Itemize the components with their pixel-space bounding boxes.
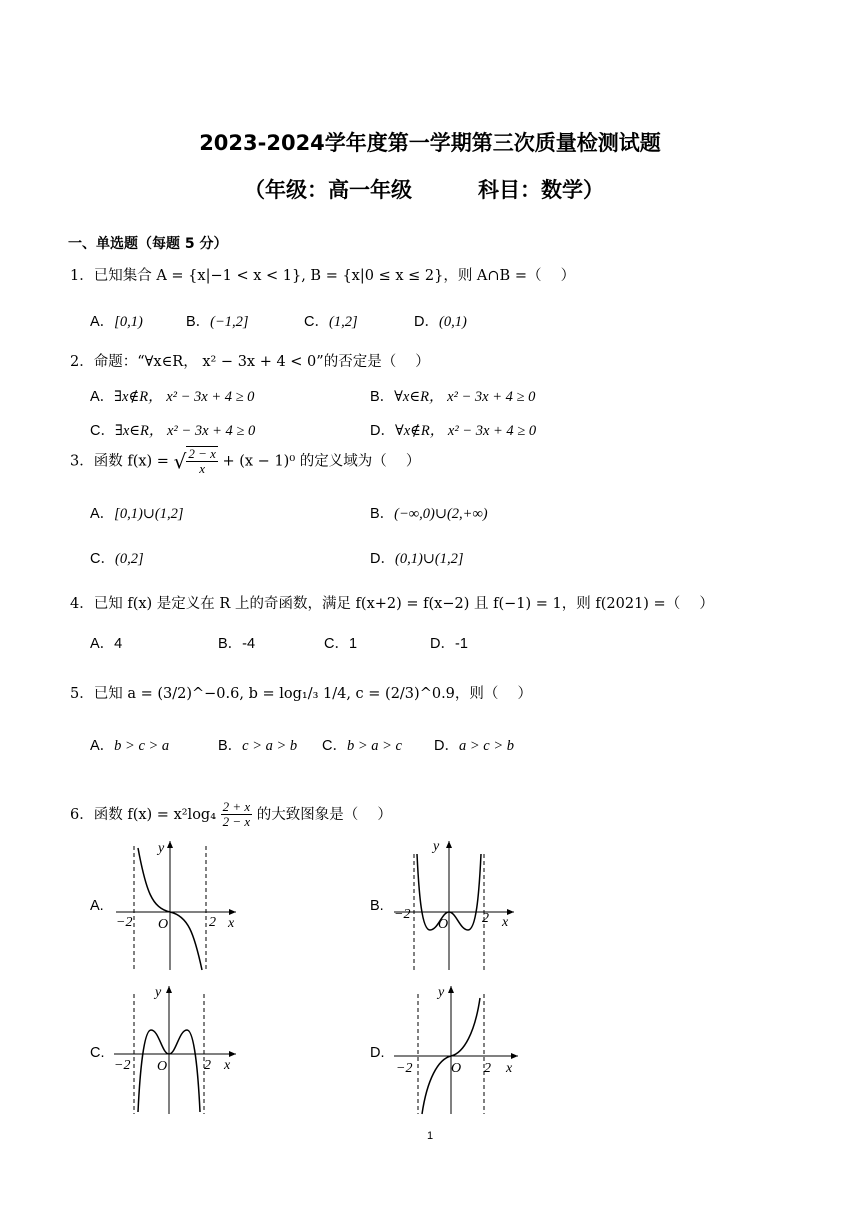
option-label: A． [90, 636, 115, 652]
option-a[interactable] [90, 502, 184, 523]
option-label-d[interactable]: D. [370, 1045, 385, 1061]
option-text: -4 [242, 636, 256, 652]
two-label: 2 [209, 915, 216, 930]
question-number: 3． [70, 453, 94, 470]
x-axis-label: x [228, 916, 235, 931]
question-prefix: 函数 f(x) = [93, 453, 169, 470]
option-text: ∀x∈R， x² − 3x + 4 ≥ 0 [394, 389, 536, 405]
origin-label: O [158, 917, 169, 932]
question-6 [70, 800, 392, 830]
fraction [186, 446, 218, 477]
option-d[interactable] [370, 419, 536, 440]
option-label: B． [370, 506, 395, 522]
option-text: (1,2] [328, 314, 358, 330]
graph-c[interactable] [108, 980, 243, 1120]
option-text: [0,1)∪(1,2] [114, 506, 184, 522]
question-4 [70, 592, 714, 613]
option-label: C． [90, 551, 115, 567]
question-3 [70, 446, 420, 477]
sqrt-sign: √ [173, 449, 187, 474]
option-a[interactable] [90, 310, 143, 331]
y-axis-label: y [158, 841, 165, 856]
option-label-c[interactable]: C. [90, 1045, 105, 1061]
question-text: 已知 a = (3/2)^−0.6, b = log₁/₃ 1/4, c = (2/3)^0.9，则（ ） [93, 686, 533, 702]
option-label: D． [370, 551, 395, 567]
grade-label: （年级：高一年级 [244, 178, 412, 202]
page-title: 2023-2024学年度第一学期第三次质量检测试题 [199, 131, 661, 155]
fraction-numerator: 2 + x [222, 799, 251, 814]
question-number: 2． [70, 354, 94, 370]
option-label: C． [90, 423, 115, 439]
question-text: 命题：“∀x∈R， x² − 3x + 4 < 0”的否定是（ ） [93, 354, 430, 370]
option-text: 4 [114, 636, 123, 652]
question-number: 1． [70, 268, 94, 284]
option-d[interactable] [434, 734, 514, 755]
option-label: C． [322, 738, 347, 754]
question-5 [70, 682, 532, 703]
origin-label: O [451, 1061, 462, 1076]
option-text: ∀x∉R， x² − 3x + 4 ≥ 0 [394, 423, 537, 439]
option-label-b[interactable]: B. [370, 898, 384, 914]
question-text: 已知 f(x) 是定义在 R 上的奇函数，满足 f(x+2) = f(x−2) 且 f(−1) = 1，则 f(2021) =（ ） [93, 596, 714, 612]
neg-two-label: −2 [114, 1058, 131, 1073]
option-text: (0,1)∪(1,2] [394, 551, 464, 567]
option-label: C． [324, 636, 349, 652]
option-c[interactable] [90, 547, 144, 568]
question-prefix: 函数 f(x) = x²log₄ [93, 806, 217, 823]
option-label: A． [90, 314, 115, 330]
option-d[interactable] [414, 310, 467, 331]
option-label: A． [90, 389, 115, 405]
option-text: b > a > c [346, 738, 402, 754]
graph-d[interactable] [392, 980, 527, 1120]
option-text: a > c > b [458, 738, 514, 754]
option-label: B． [186, 314, 211, 330]
y-axis-label: y [438, 985, 445, 1000]
option-text: ∃x∉R， x² − 3x + 4 ≥ 0 [114, 389, 255, 405]
option-label: D． [370, 423, 395, 439]
option-label: D． [434, 738, 459, 754]
question-1 [70, 264, 575, 285]
option-text: [0,1) [114, 314, 143, 330]
fraction [221, 800, 253, 830]
two-label: 2 [482, 911, 489, 926]
option-c[interactable] [324, 632, 357, 653]
option-text: -1 [454, 636, 468, 652]
question-2 [70, 350, 430, 371]
y-axis-label: y [155, 985, 162, 1000]
option-label: B． [370, 389, 395, 405]
graph-b[interactable] [392, 836, 527, 976]
x-axis-label: x [506, 1061, 513, 1076]
x-axis-label: x [502, 915, 509, 930]
option-d[interactable] [370, 547, 464, 568]
option-c[interactable] [90, 419, 255, 440]
option-a[interactable] [90, 385, 254, 406]
fraction-denominator: 2 − x [222, 814, 251, 830]
option-text: c > a > b [242, 738, 298, 754]
option-text: (−1,2] [210, 314, 249, 330]
option-b[interactable] [370, 385, 535, 406]
option-b[interactable] [186, 310, 249, 331]
option-label: B． [218, 636, 243, 652]
option-b[interactable] [218, 632, 255, 653]
fraction-denominator: x [199, 461, 205, 477]
question-number: 4． [70, 596, 94, 612]
option-c[interactable] [304, 310, 358, 331]
question-suffix: + (x − 1)⁰ 的定义域为（ ） [222, 453, 421, 470]
question-text: 已知集合 A = {x|−1 < x < 1}, B = {x|0 ≤ x ≤ 2}，则 A∩B =（ ） [93, 268, 576, 284]
page-number: 1 [426, 1130, 434, 1142]
y-axis-label: y [433, 839, 440, 854]
option-label: C． [304, 314, 329, 330]
option-text: 1 [348, 636, 358, 652]
fraction-numerator: 2 − x [188, 446, 216, 461]
option-a[interactable] [90, 632, 122, 653]
option-text: (0,2] [114, 551, 144, 567]
option-a[interactable] [90, 734, 169, 755]
option-label: A． [90, 506, 115, 522]
neg-two-label: −2 [396, 1061, 413, 1076]
neg-two-label: −2 [394, 907, 411, 922]
option-b[interactable] [218, 734, 297, 755]
two-label: 2 [204, 1058, 211, 1073]
subject-label: 科目：数学） [478, 178, 604, 202]
option-text: (0,1) [438, 314, 467, 330]
question-suffix: 的大致图象是（ ） [256, 806, 392, 823]
option-d[interactable] [430, 632, 468, 653]
option-label: A． [90, 738, 115, 754]
option-c[interactable] [322, 734, 402, 755]
origin-label: O [157, 1059, 168, 1074]
option-label: D． [414, 314, 439, 330]
two-label: 2 [484, 1061, 491, 1076]
section-title: 一、单选题（每题 5 分） [68, 236, 228, 252]
question-number: 6． [70, 806, 94, 823]
question-number: 5． [70, 686, 94, 702]
option-text: b > c > a [114, 738, 170, 754]
origin-label: O [438, 917, 449, 932]
option-b[interactable] [370, 502, 488, 523]
option-text: (−∞,0)∪(2,+∞) [394, 506, 488, 522]
x-axis-label: x [224, 1058, 231, 1073]
neg-two-label: −2 [116, 915, 133, 930]
option-label-a[interactable]: A. [90, 898, 104, 914]
option-label: D． [430, 636, 455, 652]
option-text: ∃x∈R， x² − 3x + 4 ≥ 0 [114, 423, 256, 439]
option-label: B． [218, 738, 243, 754]
graph-a[interactable] [108, 836, 243, 976]
